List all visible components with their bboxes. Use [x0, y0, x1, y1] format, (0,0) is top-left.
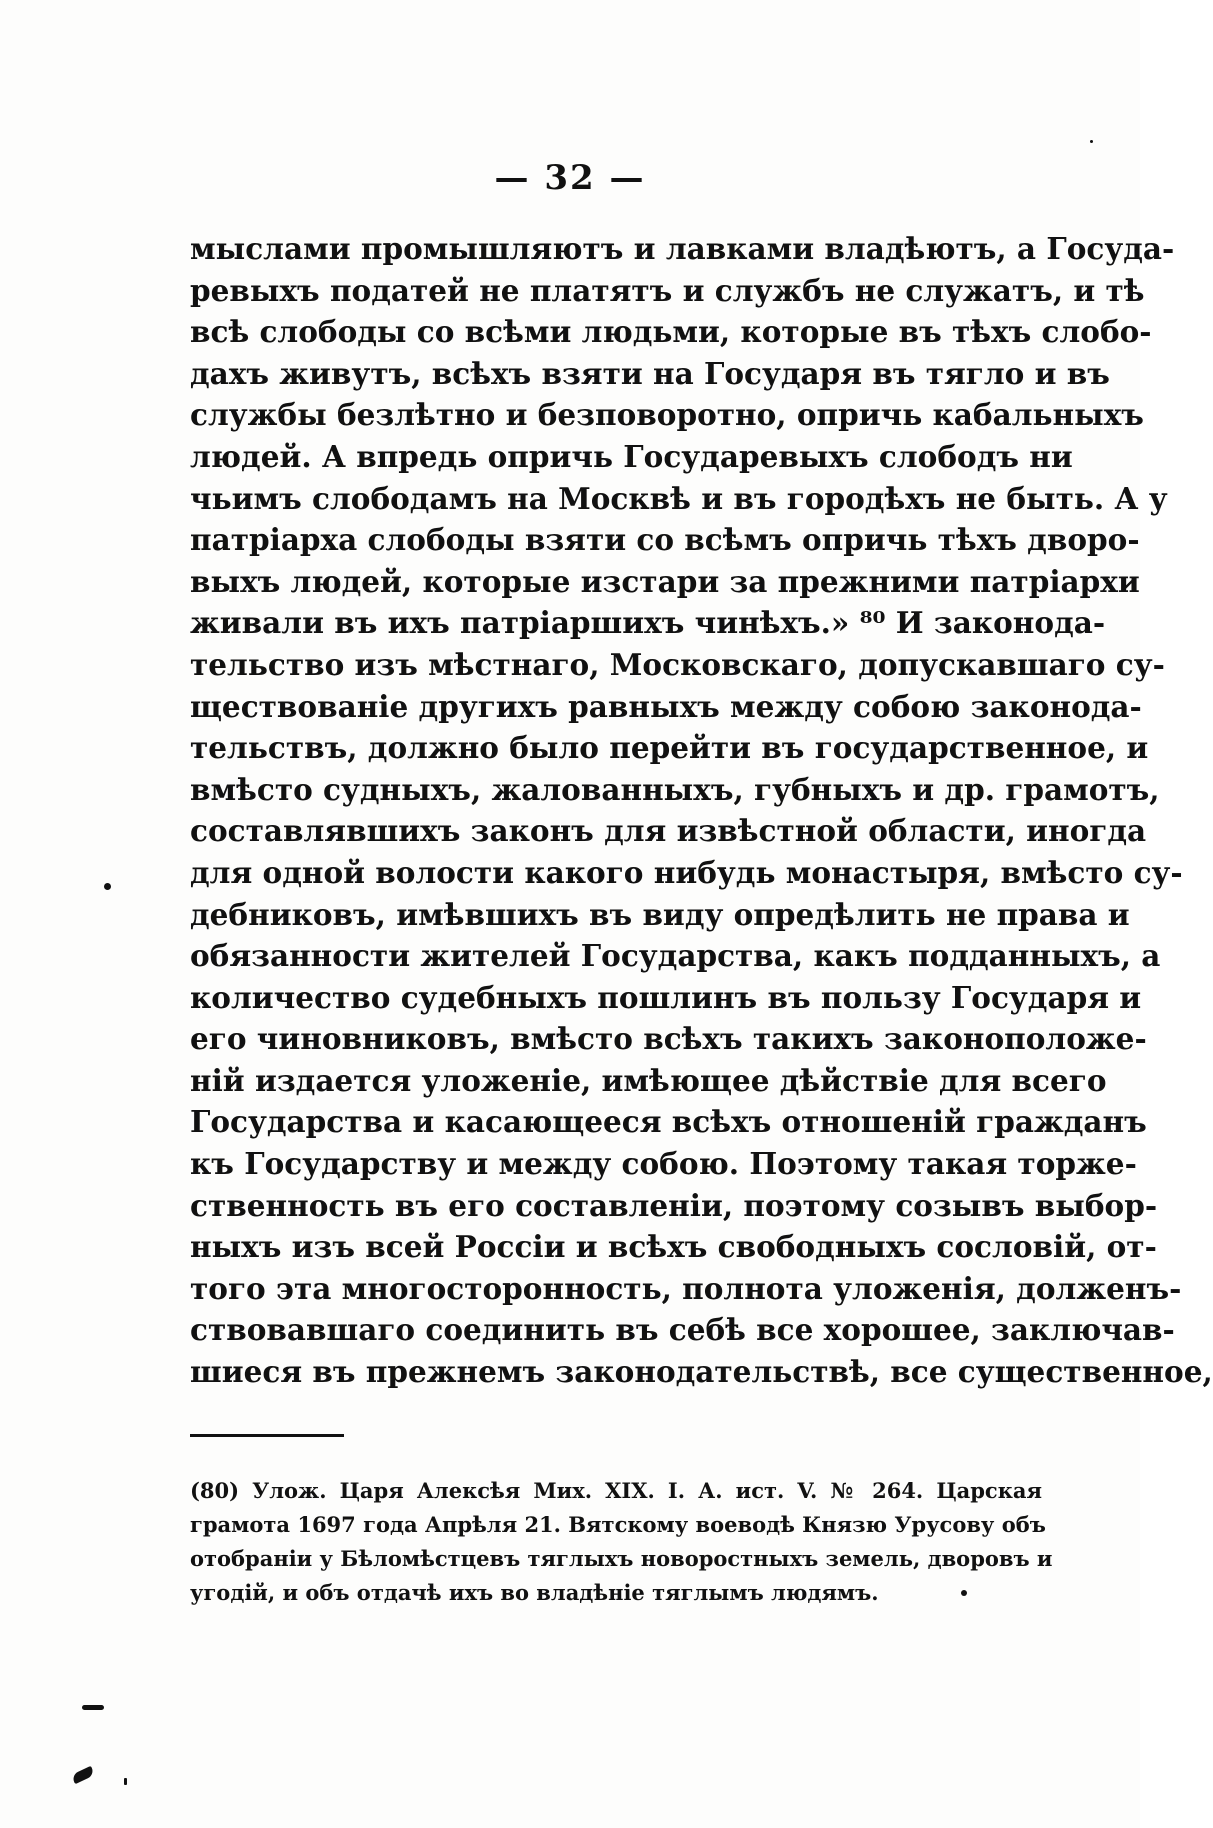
text-line: дебниковъ, имѣвшихъ въ виду опредѣлить не права и [190, 896, 1130, 932]
text-line: тельство изъ мѣстнаго, Московскаго, допускавшаго су- [190, 646, 1165, 682]
text-line: людей. А впредь опричь Государевыхъ слободъ ни [190, 438, 1073, 474]
main-text [190, 228, 1213, 1393]
text-line: всѣ слободы со всѣми людьми, которые въ тѣхъ слобо- [190, 314, 1152, 350]
footnote-line: отобраніи у Бѣломѣстцевъ тяглыхъ новоростныхъ земель, дворовъ и [190, 1546, 1053, 1571]
scan-speck [82, 1705, 104, 1710]
text-line: къ Государству и между собою. Поэтому такая торже- [190, 1146, 1137, 1182]
scan-speck [1090, 140, 1093, 143]
text-line: мыслами промышляютъ и лавками владѣютъ, а Госуда- [190, 231, 1175, 266]
text-line: ныхъ изъ всей Россіи и всѣхъ свободныхъ сословій, от- [190, 1229, 1157, 1265]
footnote-divider [190, 1434, 344, 1437]
text-line: ствовавшаго соединить въ себѣ все хорошее, заключав- [190, 1312, 1175, 1348]
footnote-line: (80) Улож. Царя Алексѣя Мих. XIX. I. А. ист. V. № 264. Царская [190, 1478, 1042, 1503]
text-line: выхъ людей, которые изстари за прежними патріархи [190, 563, 1140, 599]
text-line: ревыхъ податей не платятъ и службъ не служатъ, и тѣ [190, 272, 1145, 308]
scan-speck [124, 1778, 127, 1785]
text-line: службы безлѣтно и безповоротно, опричь кабальныхъ [190, 397, 1144, 433]
text-line: патріарха слободы взяти со всѣмъ опричь тѣхъ дворо- [190, 522, 1140, 558]
text-line: Государства и касающееся всѣхъ отношеній гражданъ [190, 1104, 1147, 1140]
text-line: для одной волости какого нибудь монастыря, вмѣсто су- [190, 854, 1183, 890]
scan-speck [961, 1590, 967, 1596]
text-line: дахъ живутъ, всѣхъ взяти на Государя въ тягло и въ [190, 355, 1110, 391]
text-line: его чиновниковъ, вмѣсто всѣхъ такихъ законоположе- [190, 1021, 1147, 1057]
footnote [190, 1474, 1053, 1610]
text-line: шиеся въ прежнемъ законодательствѣ, все существенное, [190, 1354, 1213, 1390]
footnote-line: грамота 1697 года Апрѣля 21. Вятскому воеводѣ Князю Урусову объ [190, 1512, 1046, 1537]
text-line: вмѣсто судныхъ, жалованныхъ, губныхъ и др. грамотъ, [190, 771, 1160, 807]
text-line: составлявшихъ законъ для извѣстной области, иногда [190, 813, 1147, 849]
text-line: живали въ ихъ патріаршихъ чинѣхъ.» ⁸⁰ И законода- [190, 605, 1106, 641]
scan-speck [71, 1766, 95, 1784]
scan-speck [104, 883, 111, 890]
text-line: чьимъ слободамъ на Москвѣ и въ городѣхъ не быть. А у [190, 480, 1168, 516]
text-line: ній издается уложеніе, имѣющее дѣйствіе для всего [190, 1062, 1107, 1098]
text-line: тельствъ, должно было перейти въ государственное, и [190, 730, 1149, 766]
text-line: количество судебныхъ пошлинъ въ пользу Государя и [190, 979, 1142, 1015]
page-number: — 32 — [494, 158, 646, 198]
text-line: ственность въ его составленіи, поэтому созывъ выбор- [190, 1187, 1158, 1223]
footnote-line: угодій, и объ отдачѣ ихъ во владѣніе тяглымъ людямъ. [190, 1580, 879, 1605]
text-line: того эта многосторонность, полнота уложенія, долженъ- [190, 1270, 1182, 1306]
text-line: обязанности жителей Государства, какъ подданныхъ, а [190, 938, 1161, 974]
text-line: ществованіе другихъ равныхъ между собою законода- [190, 688, 1142, 724]
